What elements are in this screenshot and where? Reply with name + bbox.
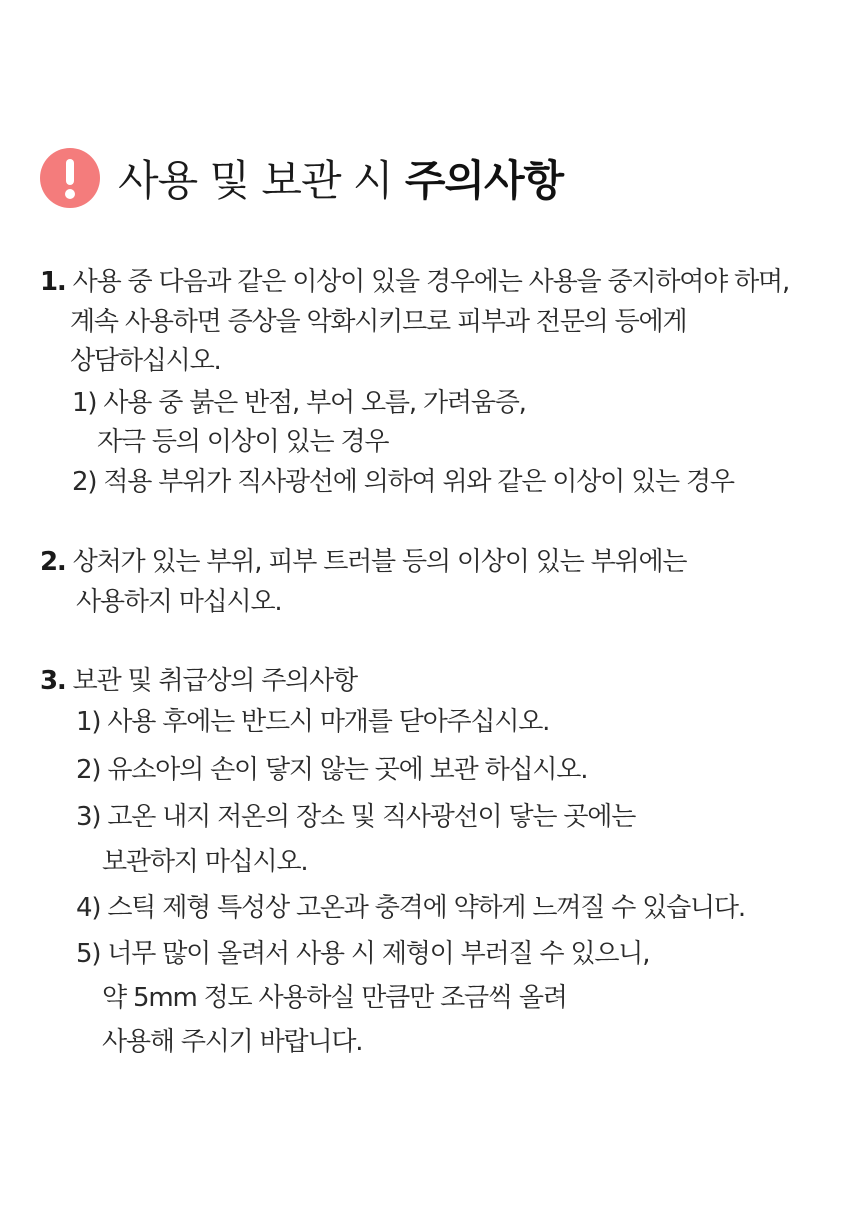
section-1-sub-1-line-1: 1) 사용 중 붉은 반점, 부어 오름, 가려움증, — [72, 388, 526, 418]
section-1-line-1 — [40, 262, 789, 302]
section-1-line-2: 계속 사용하면 증상을 악화시키므로 피부과 전문의 등에게 — [70, 307, 687, 337]
section-3-sub-1: 1) 사용 후에는 반드시 마개를 닫아주십시오. — [76, 707, 550, 737]
notice-header — [40, 148, 563, 208]
section-2-text: 상처가 있는 부위, 피부 트러블 등의 이상이 있는 부위에는 — [72, 547, 687, 577]
section-2-number: 2. — [40, 547, 66, 577]
section-1-sub-1-line-2: 자극 등의 이상이 있는 경우 — [97, 427, 389, 457]
section-3-sub-4: 4) 스틱 제형 특성상 고온과 충격에 약하게 느껴질 수 있습니다. — [76, 893, 745, 923]
page-title — [118, 148, 563, 208]
section-3-number: 3. — [40, 666, 66, 696]
section-3-sub-2: 2) 유소아의 손이 닿지 않는 곳에 보관 하십시오. — [76, 755, 588, 785]
title-bold: 주의사항 — [404, 156, 564, 205]
section-2-line-1 — [40, 542, 686, 582]
title-normal: 사용 및 보관 시 — [118, 156, 393, 205]
section-3-sub-5-line-2: 약 5mm 정도 사용하실 만큼만 조금씩 올려 — [102, 983, 567, 1013]
section-1-number: 1. — [40, 267, 66, 297]
section-3-line-1 — [40, 661, 357, 701]
section-3-sub-5-line-3: 사용해 주시기 바랍니다. — [102, 1027, 363, 1057]
section-3-sub-3-line-1: 3) 고온 내지 저온의 장소 및 직사광선이 닿는 곳에는 — [76, 802, 636, 832]
section-3-sub-3-line-2: 보관하지 마십시오. — [102, 847, 308, 877]
section-1-line-3: 상담하십시오. — [70, 346, 221, 376]
section-1-sub-2-line-1: 2) 적용 부위가 직사광선에 의하여 위와 같은 이상이 있는 경우 — [72, 467, 734, 497]
section-3-sub-5-line-1: 5) 너무 많이 올려서 사용 시 제형이 부러질 수 있으니, — [76, 939, 650, 969]
exclamation-circle-icon — [40, 148, 100, 208]
section-2-line-2: 사용하지 마십시오. — [76, 587, 282, 617]
section-1-text: 사용 중 다음과 같은 이상이 있을 경우에는 사용을 중지하여야 하며, — [72, 267, 790, 297]
section-3-text: 보관 및 취급상의 주의사항 — [72, 666, 357, 696]
